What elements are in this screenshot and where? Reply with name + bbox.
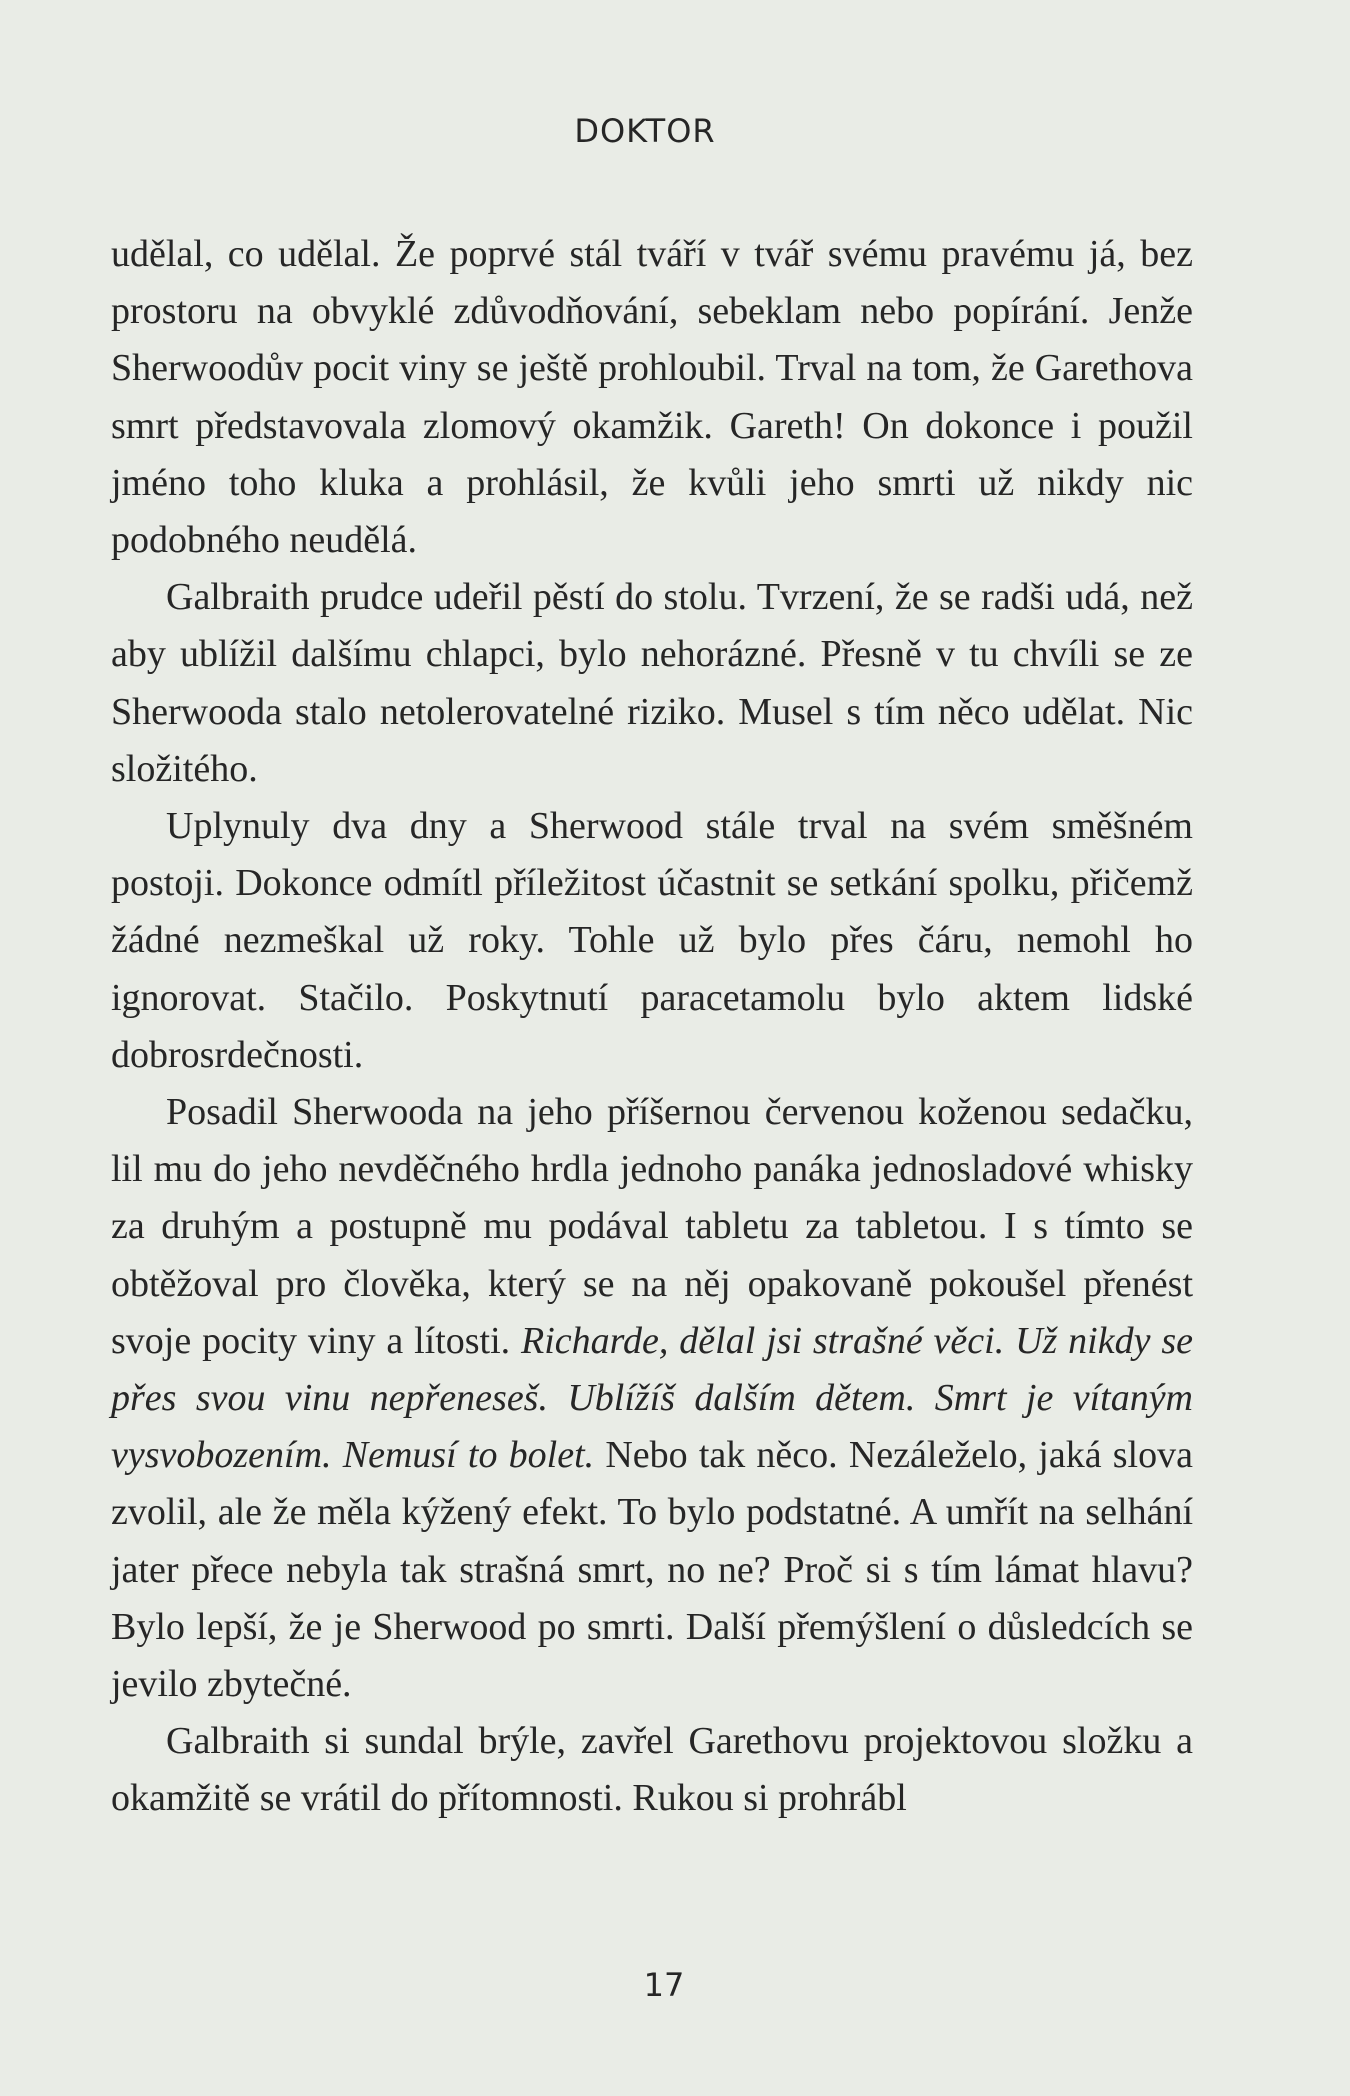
paragraph-5: Galbraith si sundal brýle, zavřel Garethovu projektovou složku a okamžitě se vrátil do přítomnosti. Rukou si prohrábl <box>111 1720 1193 1820</box>
paragraph-1: udělal, co udělal. Že poprvé stál tváří v tvář svému pravému já, bez prostoru na obvyklé zdůvodňování, sebeklam nebo popírání. Jenže Sherwoodův pocit viny se ještě prohloubil. Trval na tom, že Garethova smrt představovala zlomový okamžik. Gareth! On dokonce i použil jméno toho kluka a prohlásil, že kvůli jeho smrti už nikdy nic podobného neudělá. <box>111 233 1193 562</box>
page-body <box>111 226 1193 1828</box>
running-header: DOKTOR <box>574 112 716 150</box>
paragraph-3: Uplynuly dva dny a Sherwood stále trval na svém směšném postoji. Dokonce odmítl příležitost účastnit se setkání spolku, přičemž žádné nezmeškal už roky. Tohle už bylo přes čáru, nemohl ho ignorovat. Stačilo. Poskytnutí paracetamolu bylo aktem lidské dobrosrdečnosti. <box>111 805 1193 1076</box>
paragraph-2: Galbraith prudce udeřil pěstí do stolu. Tvrzení, že se radši udá, než aby ublížil dalšímu chlapci, bylo nehorázné. Přesně v tu chvíli se ze Sherwooda stalo netolerovatelné riziko. Musel s tím něco udělat. Nic složitého. <box>111 576 1193 790</box>
paragraph-4-text-start: Posadil Sherwooda na jeho příšernou červenou koženou sedačku, lil mu do jeho nevděčného hrdla jednoho panáka jednosladové whisky za druhým a postupně mu podával tabletu za tabletou. I s tímto se obtěžoval pro člověka, který se na něj opakovaně pokoušel přenést svoje pocity viny a lítosti. <box>111 1091 1193 1362</box>
paragraph-4-italic-quote: Richarde, dělal jsi strašné věci. Už nikdy se přes svou vinu nepřeneseš. Ublížíš dalším dětem. Smrt je vítaným vysvobozením. Nemusí to bolet. <box>111 1319 1193 1477</box>
paragraph-4-text-end: Nebo tak něco. Nezáleželo, jaká slova zvolil, ale že měla kýžený efekt. To bylo podstatné. A umřít na selhání jater přece nebyla tak strašná smrt, no ne? Proč si s tím lámat hlavu? Bylo lepší, že je Sherwood po smrti. Další přemýšlení o důsledcích se jevilo zbytečné. <box>111 1434 1193 1706</box>
paragraph-4 <box>111 1084 1193 1713</box>
page-number: 17 <box>643 1966 685 2004</box>
